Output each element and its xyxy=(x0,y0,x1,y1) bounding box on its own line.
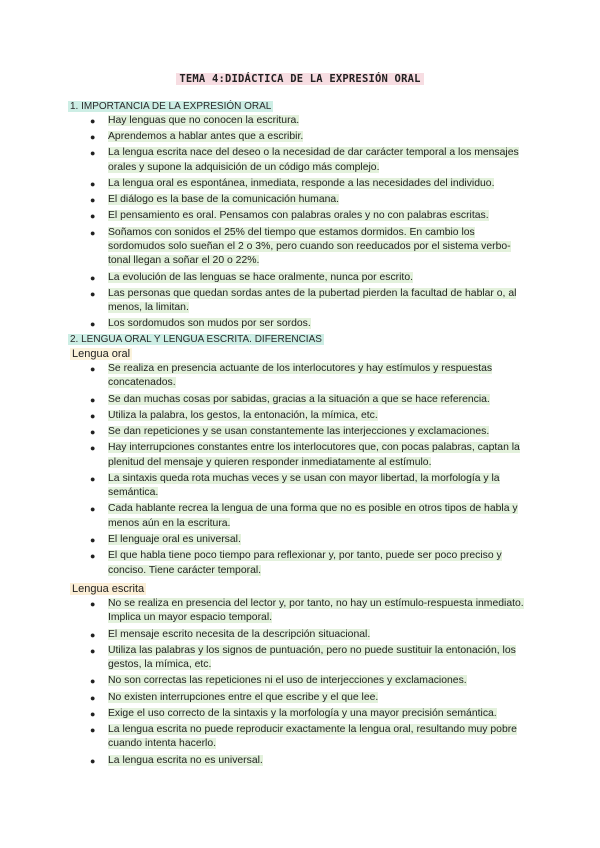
list-item xyxy=(90,146,530,175)
lengua-escrita-label: Lengua escrita xyxy=(72,583,145,595)
section-1-list xyxy=(90,114,530,334)
bullet-icon: ● xyxy=(90,535,96,546)
list-item-text: Las personas que quedan sordas antes de la pubertad pierden la facultad de hablar o, al menos, la limitan. xyxy=(108,287,517,314)
list-item-text: Utiliza la palabra, los gestos, la entonación, la mímica, etc. xyxy=(108,409,378,421)
bullet-icon: ● xyxy=(90,755,96,766)
list-item xyxy=(90,177,530,191)
section-2-heading: 2. LENGUA ORAL Y LENGUA ESCRITA. DIFERENCIAS xyxy=(70,334,322,345)
list-item-text: La evolución de las lenguas se hace oralmente, nunca por escrito. xyxy=(108,271,413,283)
list-item xyxy=(90,287,530,316)
list-item-text: La sintaxis queda rota muchas veces y se usan con mayor libertad, la morfología y la semántica. xyxy=(108,472,500,499)
list-item xyxy=(90,226,530,269)
list-item xyxy=(90,193,530,207)
list-item xyxy=(90,317,530,331)
lengua-escrita-list xyxy=(90,597,530,770)
bullet-icon: ● xyxy=(90,179,96,190)
bullet-icon: ● xyxy=(90,708,96,719)
bullet-icon: ● xyxy=(90,394,96,405)
bullet-icon: ● xyxy=(90,288,96,299)
list-item-text: El que habla tiene poco tiempo para reflexionar y, por tanto, puede ser poco preciso y conciso. Tiene carácter temporal. xyxy=(108,550,502,576)
bullet-icon: ● xyxy=(90,427,96,438)
list-item xyxy=(90,393,530,407)
lengua-oral-label: Lengua oral xyxy=(72,348,131,360)
list-item-text: Se realiza en presencia actuante de los interlocutores y hay estímulos y respuestas concatenados. xyxy=(108,363,493,389)
list-item xyxy=(90,754,530,768)
bullet-icon: ● xyxy=(90,227,96,238)
bullet-icon: ● xyxy=(90,148,96,159)
list-item xyxy=(90,533,530,547)
bullet-icon: ● xyxy=(90,195,96,206)
lengua-oral-list xyxy=(90,362,530,580)
list-item xyxy=(90,674,530,688)
list-item-text: Los sordomudos son mudos por ser sordos. xyxy=(108,318,311,330)
bullet-icon: ● xyxy=(90,551,96,562)
bullet-icon: ● xyxy=(90,132,96,143)
bullet-icon: ● xyxy=(90,676,96,687)
list-item-text: La lengua escrita no puede reproducir exactamente la lengua oral, resultando muy pobre cuando intenta hacerlo. xyxy=(108,724,517,750)
list-item-text: La lengua escrita no es universal. xyxy=(108,754,263,766)
bullet-icon: ● xyxy=(90,116,96,126)
list-item xyxy=(90,441,530,470)
list-item-text: Soñamos con sonidos el 25% del tiempo que estamos dormidos. En cambio los sordomudos solo sueñan el 2 o 3%, pero cuando son reeducados por el sistema verbo-tonal llegan a soñar el 20 o 22%. xyxy=(108,226,511,267)
bullet-icon: ● xyxy=(90,599,96,609)
list-item xyxy=(90,114,530,128)
list-item-text: No existen interrupciones entre el que escribe y el que lee. xyxy=(108,691,379,703)
list-item-text: La lengua oral es espontánea, inmediata, responde a las necesidades del individuo. xyxy=(108,178,495,190)
list-item xyxy=(90,130,530,144)
list-item-text: Se dan muchas cosas por sabidas, gracias a la situación a que se hace referencia. xyxy=(108,393,490,405)
list-item xyxy=(90,409,530,423)
list-item-text: Se dan repeticiones y se usan constantemente las interjecciones y exclamaciones. xyxy=(108,426,490,438)
bullet-icon: ● xyxy=(90,725,96,736)
list-item xyxy=(90,723,530,752)
bullet-icon: ● xyxy=(90,473,96,484)
list-item xyxy=(90,209,530,223)
bullet-icon: ● xyxy=(90,504,96,515)
list-item-text: El lenguaje oral es universal. xyxy=(108,534,241,546)
list-item xyxy=(90,628,530,642)
bullet-icon: ● xyxy=(90,645,96,656)
list-item xyxy=(90,644,530,673)
list-item-text: El mensaje escrito necesita de la descripción situacional. xyxy=(108,628,371,640)
bullet-icon: ● xyxy=(90,410,96,421)
page-title: TEMA 4:DIDÁCTICA DE LA EXPRESIÓN ORAL xyxy=(0,73,600,85)
list-item xyxy=(90,271,530,285)
bullet-icon: ● xyxy=(90,443,96,454)
list-item xyxy=(90,691,530,705)
bullet-icon: ● xyxy=(90,364,96,374)
list-item xyxy=(90,362,530,391)
list-item-text: Exige el uso correcto de la sintaxis y la morfología y una mayor precisión semántica. xyxy=(108,707,497,719)
list-item xyxy=(90,502,530,531)
list-item-text: Aprendemos a hablar antes que a escribir. xyxy=(108,131,304,143)
section-1-heading: 1. IMPORTANCIA DE LA EXPRESIÓN ORAL xyxy=(70,101,272,112)
list-item-text: Hay lenguas que no conocen la escritura. xyxy=(108,115,300,126)
list-item-text: No se realiza en presencia del lector y, por tanto, no hay un estímulo-respuesta inmediato. Implica un mayor espacio temporal. xyxy=(108,598,524,624)
bullet-icon: ● xyxy=(90,629,96,640)
bullet-icon: ● xyxy=(90,272,96,283)
list-item-text: El diálogo es la base de la comunicación humana. xyxy=(108,194,340,206)
list-item-text: Cada hablante recrea la lengua de una forma que no es posible en otros tipos de habla y menos aún en la escritura. xyxy=(108,503,518,529)
list-item xyxy=(90,707,530,721)
bullet-icon: ● xyxy=(90,211,96,222)
list-item-text: Hay interrupciones constantes entre los interlocutores que, con pocas palabras, captan la plenitud del mensaje y quieren responder inmediatamente al estímulo. xyxy=(108,442,520,468)
list-item-text: El pensamiento es oral. Pensamos con palabras orales y no con palabras escritas. xyxy=(108,210,489,222)
bullet-icon: ● xyxy=(90,692,96,703)
list-item xyxy=(90,549,530,578)
list-item xyxy=(90,425,530,439)
list-item xyxy=(90,472,530,501)
list-item-text: No son correctas las repeticiones ni el uso de interjecciones y exclamaciones. xyxy=(108,675,467,687)
list-item xyxy=(90,597,530,626)
list-item-text: Utiliza las palabras y los signos de puntuación, pero no puede sustituir la entonación, los gestos, la mímica, etc. xyxy=(108,644,516,671)
bullet-icon: ● xyxy=(90,319,96,330)
list-item-text: La lengua escrita nace del deseo o la necesidad de dar carácter temporal a los mensajes orales y supone la adquisición de un código más complejo. xyxy=(108,147,519,173)
